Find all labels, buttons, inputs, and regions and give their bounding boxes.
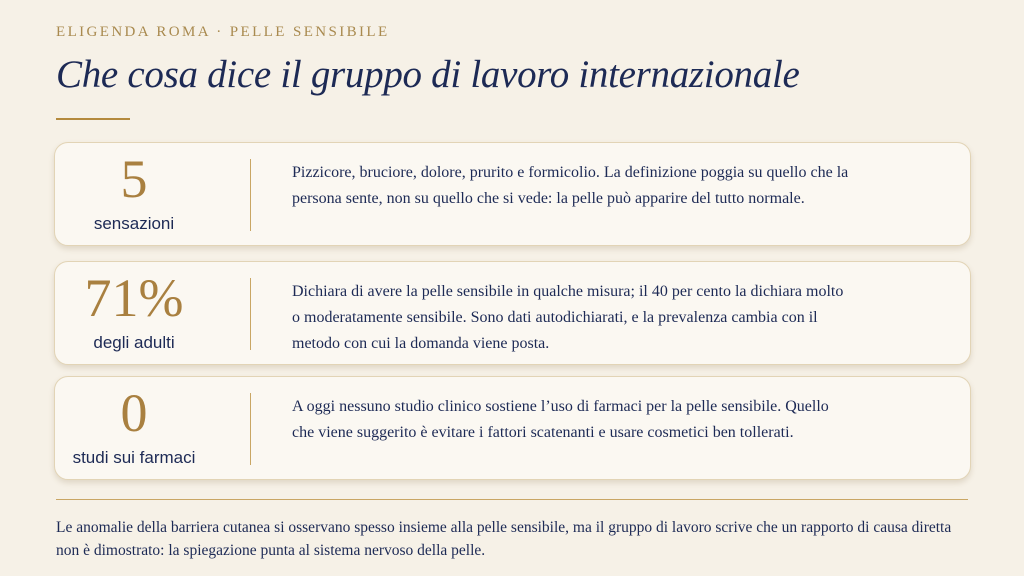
stat-block bbox=[55, 262, 213, 364]
stat-value: 0 bbox=[120, 383, 148, 443]
card-description: Pizzicore, bruciore, dolore, prurito e formicolio. La definizione poggia su quello che la persona sente, non su quello che si vede: la pelle può apparire del tutto normale. bbox=[292, 164, 849, 207]
stat-block bbox=[55, 377, 213, 479]
stat-value: 71% bbox=[84, 268, 184, 328]
card-description: A oggi nessuno studio clinico sostiene l’uso di farmaci per la pelle sensibile. Quello che viene suggerito è evitare i fattori scatenanti e usare cosmetici ben tollerati. bbox=[292, 398, 829, 441]
page-title: Che cosa dice il gruppo di lavoro internazionale bbox=[56, 53, 800, 96]
stat-label: degli adulti bbox=[93, 333, 175, 352]
stat-card bbox=[54, 376, 971, 480]
card-divider bbox=[250, 278, 251, 350]
stat-label: studi sui farmaci bbox=[72, 448, 196, 467]
card-description: Dichiara di avere la pelle sensibile in qualche misura; il 40 per cento la dichiara molto o moderatamente sensibile. Sono dati autodichiarati, e la prevalenza cambia con il metodo con cui la domanda viene posta. bbox=[292, 283, 844, 352]
card-divider bbox=[250, 393, 251, 465]
stat-card bbox=[54, 142, 971, 246]
stat-value: 5 bbox=[120, 149, 148, 209]
title-underline bbox=[56, 118, 130, 120]
stat-label: sensazioni bbox=[93, 214, 175, 233]
footer-divider bbox=[56, 499, 968, 500]
footer-note: Le anomalie della barriera cutanea si osservano spesso insieme alla pelle sensibile, ma il gruppo di lavoro scrive che un rapporto di causa diretta non è dimostrato: la spiegazione punta al sistema nervoso della pelle. bbox=[56, 519, 952, 559]
eyebrow-label: ELIGENDA ROMA · PELLE SENSIBILE bbox=[56, 24, 390, 40]
stat-card bbox=[54, 261, 971, 365]
stat-block bbox=[55, 143, 213, 245]
card-divider bbox=[250, 159, 251, 231]
